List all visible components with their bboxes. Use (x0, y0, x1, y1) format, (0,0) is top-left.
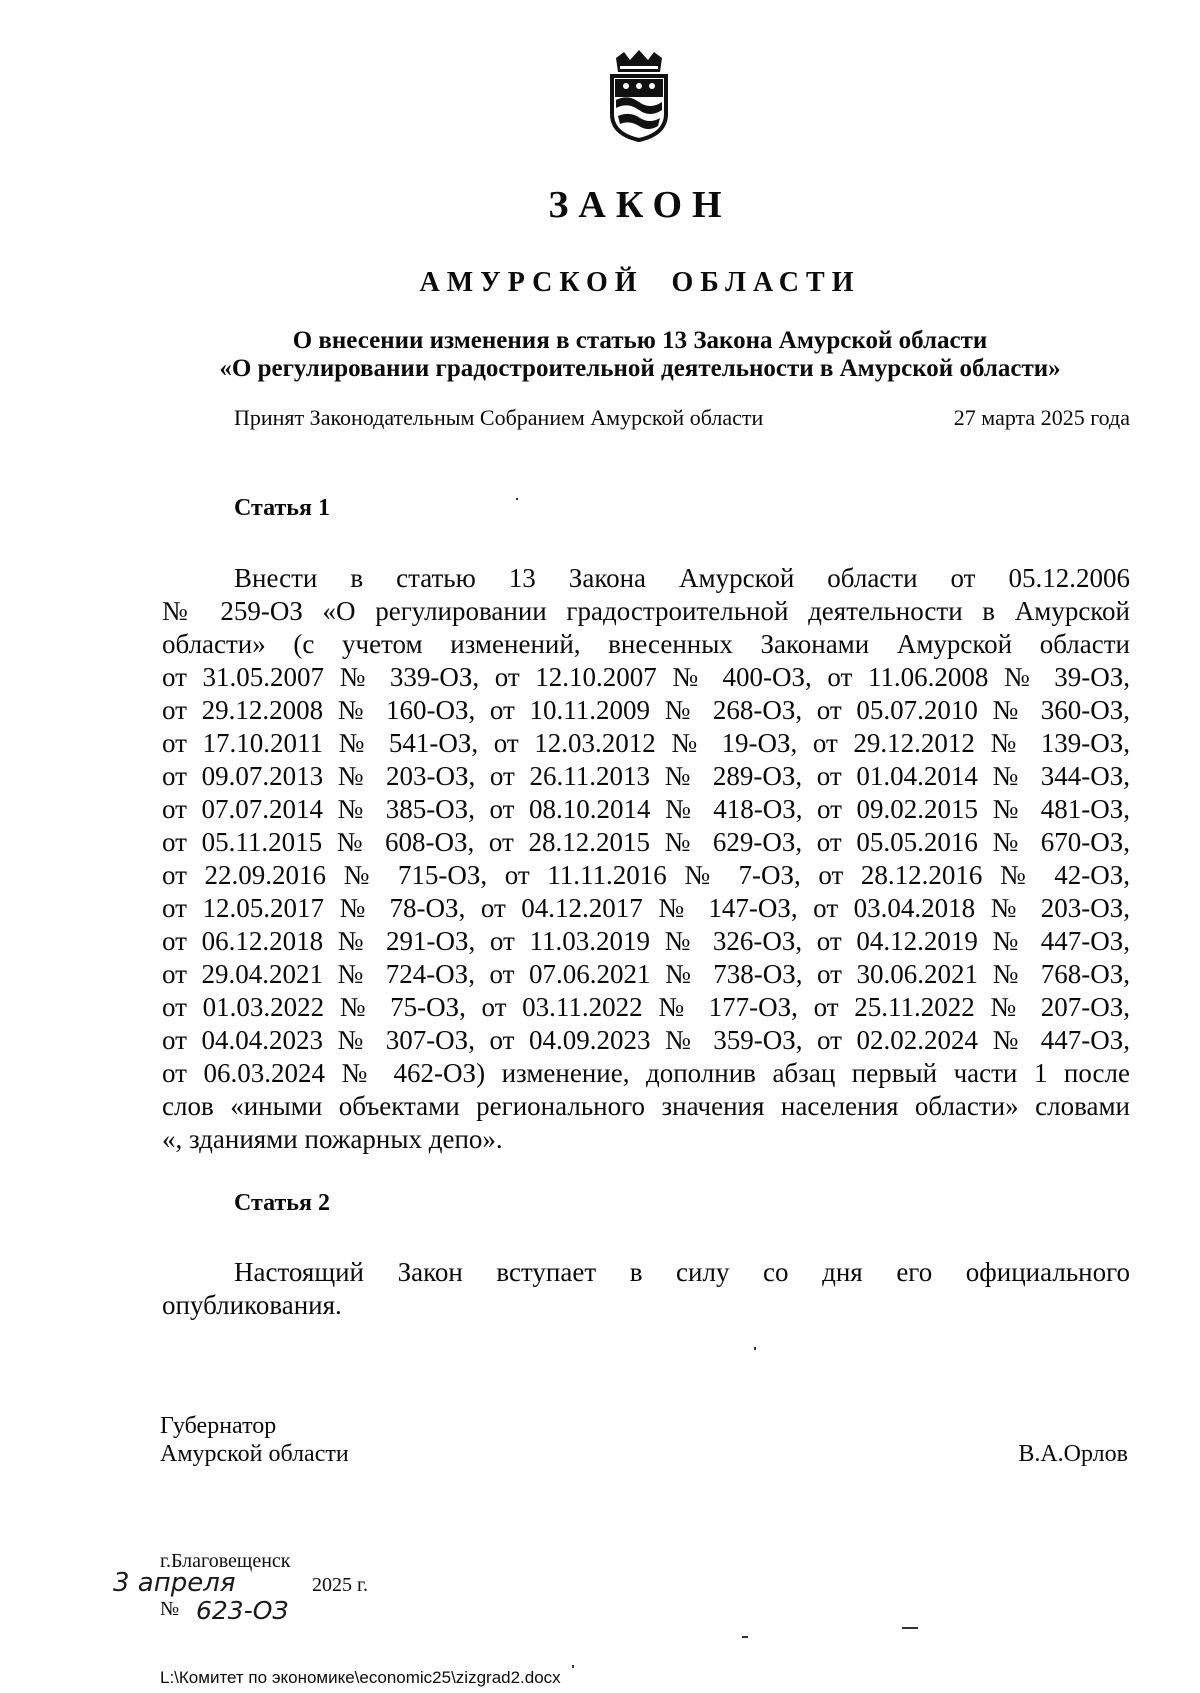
signatory-position-line-1: Губернатор (160, 1413, 277, 1439)
accepted-date: 27 марта 2025 года (953, 405, 1130, 430)
article-1-line: слов «иными объектами регионального значения населения области» словами (162, 1091, 1130, 1121)
article-2-line: опубликования. (162, 1290, 342, 1320)
accepted-by: Принят Законодательным Собранием Амурской области (234, 405, 764, 430)
document-type-title: ЗАКОН (548, 184, 732, 226)
scan-speck (902, 1627, 918, 1629)
handwritten-date: 3 апреля (113, 1568, 236, 1598)
signing-year: 2025 г. (312, 1574, 368, 1596)
article-1-line: от 29.12.2008 № 160-ОЗ, от 10.11.2009 № 268-ОЗ, от 05.07.2010 № 360-ОЗ, (162, 695, 1130, 725)
article-1-line: от 05.11.2015 № 608-ОЗ, от 28.12.2015 № 629-ОЗ, от 05.05.2016 № 670-ОЗ, (162, 827, 1130, 857)
article-1-line: от 22.09.2016 № 715-ОЗ, от 11.11.2016 № 7-ОЗ, от 28.12.2016 № 42-ОЗ, (162, 860, 1130, 890)
article-1-line: от 09.07.2013 № 203-ОЗ, от 26.11.2013 № 289-ОЗ, от 01.04.2014 № 344-ОЗ, (162, 761, 1130, 791)
article-1-line: Внести в статью 13 Закона Амурской области от 05.12.2006 (234, 563, 1130, 593)
article-1-line: от 01.03.2022 № 75-ОЗ, от 03.11.2022 № 177-ОЗ, от 25.11.2022 № 207-ОЗ, (162, 992, 1130, 1022)
signatory-position (160, 1412, 349, 1468)
scan-speck (742, 1636, 748, 1638)
article-2-title: Статья 2 (234, 1190, 330, 1216)
article-1-line: от 06.03.2024 № 462-ОЗ) изменение, дополнив абзац первый части 1 после (162, 1058, 1130, 1088)
file-path: L:\Комитет по экономике\economic25\zizgrad2.docx (160, 1668, 561, 1687)
number-prefix: № (160, 1598, 180, 1620)
scan-speck (572, 1665, 574, 1668)
article-1-line: от 31.05.2007 № 339-ОЗ, от 12.10.2007 № 400-ОЗ, от 11.06.2008 № 39-ОЗ, (162, 662, 1130, 692)
article-1-body (162, 562, 1130, 1156)
article-2-body (162, 1256, 1130, 1322)
coat-of-arms-icon (604, 50, 674, 142)
article-1-line: от 04.04.2023 № 307-ОЗ, от 04.09.2023 № 359-ОЗ, от 02.02.2024 № 447-ОЗ, (162, 1025, 1130, 1055)
region-title: АМУРСКОЙ ОБЛАСТИ (419, 267, 861, 298)
article-1-line: области» (с учетом изменений, внесенных Законами Амурской области (162, 629, 1130, 659)
article-1-line: от 17.10.2011 № 541-ОЗ, от 12.03.2012 № 19-ОЗ, от 29.12.2012 № 139-ОЗ, (162, 728, 1130, 758)
article-2-line: Настоящий Закон вступает в силу со дня его официального (234, 1257, 1130, 1287)
law-subject-line-2: «О регулировании градостроительной деятельности в Амурской области» (219, 355, 1061, 382)
city: г.Благовещенск (160, 1550, 291, 1572)
signatory-position-line-2: Амурской области (160, 1441, 349, 1467)
law-subject-line-1: О внесении изменения в статью 13 Закона Амурской области (292, 327, 988, 354)
article-1-line: от 12.05.2017 № 78-ОЗ, от 04.12.2017 № 147-ОЗ, от 03.04.2018 № 203-ОЗ, (162, 893, 1130, 923)
article-1-line: «, зданиями пожарных депо». (162, 1124, 503, 1154)
scan-speck (754, 1347, 756, 1350)
signatory-name: В.А.Орлов (1018, 1441, 1128, 1467)
article-1-line: от 06.12.2018 № 291-ОЗ, от 11.03.2019 № 326-ОЗ, от 04.12.2019 № 447-ОЗ, (162, 926, 1130, 956)
handwritten-number: 623-ОЗ (196, 1596, 289, 1625)
article-1-line: от 07.07.2014 № 385-ОЗ, от 08.10.2014 № 418-ОЗ, от 09.02.2015 № 481-ОЗ, (162, 794, 1130, 824)
article-1-title: Статья 1 (234, 495, 330, 521)
article-1-line: от 29.04.2021 № 724-ОЗ, от 07.06.2021 № 738-ОЗ, от 30.06.2021 № 768-ОЗ, (162, 959, 1130, 989)
scan-speck (516, 498, 518, 500)
article-1-line: № 259-ОЗ «О регулировании градостроительной деятельности в Амурской (162, 596, 1130, 626)
